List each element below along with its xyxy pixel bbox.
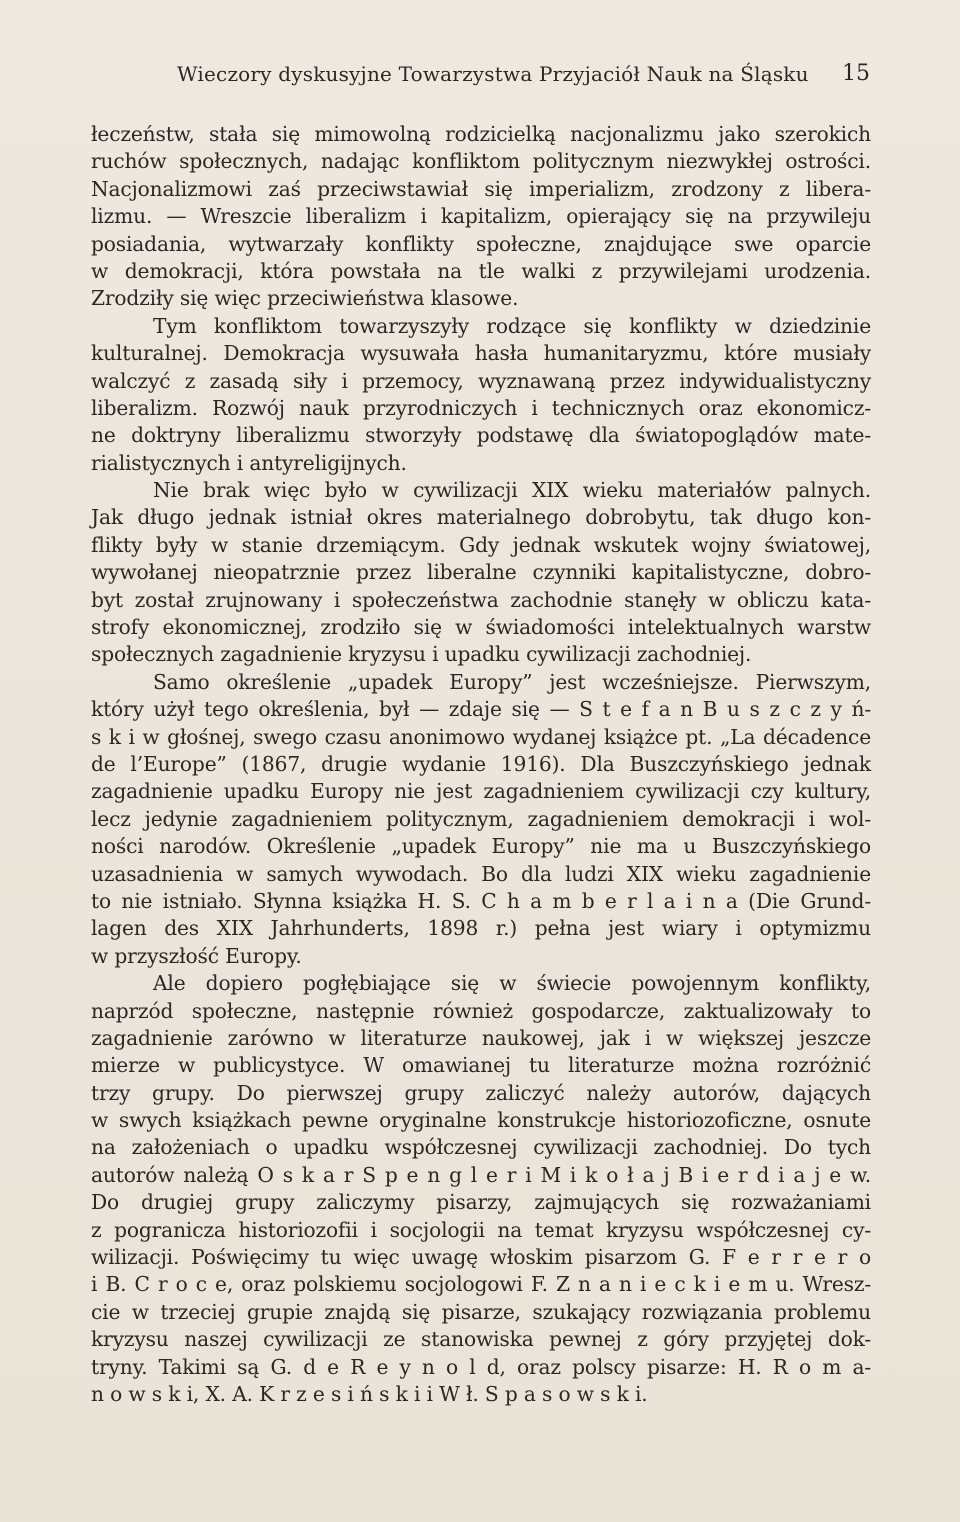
text-line: łeczeństw, stała się mimowolną rodzicielką nacjonalizmu jako szerokich xyxy=(91,122,871,146)
text-line: to nie istniało. Słynna książka H. S. C h a m b e r l a i n a (Die Grund- xyxy=(91,888,871,913)
text-line: w swych książkach pewne oryginalne konstrukcje historiozoficzne, osnute xyxy=(91,1108,871,1133)
text-line: trzy grupy. Do pierwszej grupy zaliczyć należy autorów, dających xyxy=(91,1080,871,1105)
text-line: lagen des XIX Jahrhunderts, 1898 r.) pełna jest wiary i optymizmu xyxy=(91,916,871,941)
text-line: rialistycznych i antyreligijnych. xyxy=(91,450,407,475)
text-line: strofy ekonomicznej, zrodziło się w świadomości intelektualnych warstw xyxy=(91,615,871,640)
page-number: 15 xyxy=(842,61,870,86)
text-line: n o w s k i, X. A. K r z e s i ń s k i i W ł. S p a s o w s k i. xyxy=(91,1381,648,1406)
text-line: Ale dopiero pogłębiające się w świecie powojennym konflikty, xyxy=(153,971,871,996)
text-line: Samo określenie „upadek Europy” jest wcześniejsze. Pierwszym, xyxy=(153,669,871,694)
text-line: Nacjonalizmowi zaś przeciwstawiał się imperializm, zrodzony z libera- xyxy=(91,176,871,201)
text-line: wilizacji. Poświęcimy tu więc uwagę włoskim pisarzom G. F e r r e r o xyxy=(91,1245,871,1270)
text-line: który użył tego określenia, był — zdaje się — S t e f a n B u s z c z y ń- xyxy=(91,697,871,722)
text-line: walczyć z zasadą siły i przemocy, wyznawaną przez indywidualistyczny xyxy=(91,368,871,393)
text-line: liberalizm. Rozwój nauk przyrodniczych i technicznych oraz ekonomicz- xyxy=(91,395,871,420)
text-line: uzasadnienia w samych wywodach. Bo dla ludzi XIX wieku zagadnienie xyxy=(91,861,871,886)
text-line: wywołanej nieopatrznie przez liberalne czynniki kapitalistyczne, dobro- xyxy=(91,560,871,585)
text-line: kryzysu naszej cywilizacji ze stanowiska pewnej z góry przyjętej dok- xyxy=(91,1327,871,1352)
text-line: na założeniach o upadku współczesnej cywilizacji zachodniej. Do tych xyxy=(91,1135,871,1160)
text-line: tryny. Takimi są G. d e R e y n o l d, oraz polscy pisarze: H. R o m a- xyxy=(91,1354,871,1379)
text-line: byt został zrujnowany i społeczeństwa zachodnie stanęły w obliczu kata- xyxy=(91,587,871,612)
text-line: mierze w publicystyce. W omawianej tu literaturze można rozróżnić xyxy=(91,1053,871,1078)
text-line: de l’Europe” (1867, drugie wydanie 1916). Dla Buszczyńskiego jednak xyxy=(91,751,871,776)
text-line: Zrodziły się więc przeciwieństwa klasowe. xyxy=(91,286,519,311)
text-line: Tym konfliktom towarzyszyły rodzące się konflikty w dziedzinie xyxy=(153,313,871,338)
text-line: zagadnienie zarówno w literaturze naukowej, jak i w większej jeszcze xyxy=(91,1025,871,1050)
text-line: autorów należą O s k a r S p e n g l e r i M i k o ł a j B i e r d i a j e w. xyxy=(91,1162,871,1187)
text-line: s k i w głośnej, swego czasu anonimowo wydanej książce pt. „La décadence xyxy=(91,724,871,749)
text-line: lecz jedynie zagadnieniem politycznym, zagadnieniem demokracji i wol- xyxy=(91,806,871,831)
text-line: ne doktryny liberalizmu stworzyły podstawę dla światopoglądów mate- xyxy=(91,423,871,448)
text-line: Jak długo jednak istniał okres materialnego dobrobytu, tak długo kon- xyxy=(91,505,871,530)
text-line: ruchów społecznych, nadając konfliktom politycznym niezwykłej ostrości. xyxy=(91,149,871,174)
running-title: Wieczory dyskusyjne Towarzystwa Przyjaciół Nauk na Śląsku xyxy=(177,62,809,86)
text-line: i B. C r o c e, oraz polskiemu socjologowi F. Z n a n i e c k i e m u. Wresz- xyxy=(91,1272,871,1297)
text-line: z pogranicza historiozofii i socjologii na temat kryzysu współczesnej cy- xyxy=(91,1217,871,1242)
body-text xyxy=(91,121,871,1408)
text-line: posiadania, wytwarzały konflikty społeczne, znajdujące swe oparcie xyxy=(91,231,871,256)
text-line: zagadnienie upadku Europy nie jest zagadnieniem cywilizacji czy kultury, xyxy=(91,779,871,804)
text-line: ności narodów. Określenie „upadek Europy” nie ma u Buszczyńskiego xyxy=(91,834,871,859)
text-line: w demokracji, która powstała na tle walki z przywilejami urodzenia. xyxy=(91,258,871,283)
text-line: cie w trzeciej grupie znajdą się pisarze, szukający rozwiązania problemu xyxy=(91,1299,871,1324)
text-line: Nie brak więc było w cywilizacji XIX wieku materiałów palnych. xyxy=(153,478,871,503)
text-line: naprzód społeczne, następnie również gospodarcze, zaktualizowały to xyxy=(91,998,871,1023)
running-head xyxy=(92,58,870,98)
text-line: w przyszłość Europy. xyxy=(91,943,302,968)
text-line: flikty były w stanie drzemiącym. Gdy jednak wskutek wojny światowej, xyxy=(91,532,871,557)
text-line: społecznych zagadnienie kryzysu i upadku cywilizacji zachodniej. xyxy=(91,642,752,667)
text-line: lizmu. — Wreszcie liberalizm i kapitalizm, opierający się na przywileju xyxy=(91,204,871,229)
text-line: kulturalnej. Demokracja wysuwała hasła humanitaryzmu, które musiały xyxy=(91,341,871,366)
text-line: Do drugiej grupy zaliczymy pisarzy, zajmujących się rozważaniami xyxy=(91,1190,871,1215)
